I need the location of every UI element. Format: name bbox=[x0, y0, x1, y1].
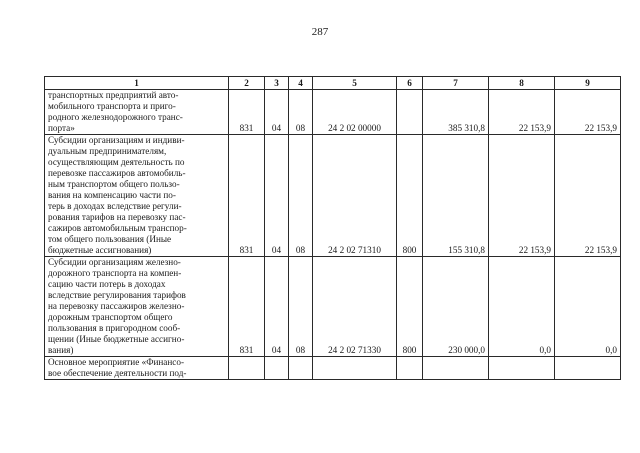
amount-cell-col8: 22 153,9 bbox=[489, 135, 555, 257]
page-number: 287 bbox=[311, 26, 329, 38]
description-line: Субсидии организациям и индиви- bbox=[48, 135, 185, 145]
amount-cell-col7: 155 310,8 bbox=[423, 135, 489, 257]
amount-cell-col8: 22 153,9 bbox=[489, 90, 555, 135]
amount-cell-col9 bbox=[555, 357, 621, 380]
description-cell bbox=[45, 357, 229, 380]
table-row bbox=[45, 90, 621, 135]
header-cell: 8 bbox=[489, 77, 555, 90]
subsection-code-cell: 08 bbox=[289, 257, 313, 357]
target-item-code-cell bbox=[313, 357, 397, 380]
description-line: перевозке пассажиров автомобиль- bbox=[48, 168, 186, 178]
target-item-code-cell: 24 2 02 71330 bbox=[313, 257, 397, 357]
description-cell bbox=[45, 257, 229, 357]
header-cell: 5 bbox=[313, 77, 397, 90]
amount-cell-col7 bbox=[423, 357, 489, 380]
description-line: пользования в пригородном сооб- bbox=[48, 323, 181, 333]
description-line: мобильного транспорта и приго- bbox=[48, 101, 176, 111]
ministry-code-cell: 831 bbox=[229, 90, 265, 135]
description-line: дуальным предпринимателям, bbox=[48, 146, 167, 156]
description-line: том общего пользования (Иные bbox=[48, 234, 172, 244]
amount-cell-col9: 0,0 bbox=[555, 257, 621, 357]
amount-cell-col7: 385 310,8 bbox=[423, 90, 489, 135]
description-line: ным транспортом общего пользо- bbox=[48, 179, 180, 189]
amount-cell-col9: 22 153,9 bbox=[555, 90, 621, 135]
target-item-code-cell: 24 2 02 00000 bbox=[313, 90, 397, 135]
budget-table bbox=[44, 76, 621, 380]
description-line: сацию части потерь в доходах bbox=[48, 279, 166, 289]
description-line: сажиров автомобильным транспор- bbox=[48, 223, 187, 233]
target-item-code-cell: 24 2 02 71310 bbox=[313, 135, 397, 257]
ministry-code-cell bbox=[229, 357, 265, 380]
subsection-code-cell: 08 bbox=[289, 90, 313, 135]
description-line: рования тарифов на перевозку пас- bbox=[48, 212, 186, 222]
description-line: вое обеспечение деятельности под- bbox=[48, 368, 187, 378]
description-line: родного железнодорожного транс- bbox=[48, 112, 183, 122]
amount-cell-col8 bbox=[489, 357, 555, 380]
description-line: вания) bbox=[48, 345, 74, 355]
table-row bbox=[45, 257, 621, 357]
expense-type-code-cell: 800 bbox=[397, 135, 423, 257]
section-code-cell: 04 bbox=[265, 135, 289, 257]
header-cell: 1 bbox=[45, 77, 229, 90]
amount-cell-col9: 22 153,9 bbox=[555, 135, 621, 257]
subsection-code-cell bbox=[289, 357, 313, 380]
ministry-code-cell: 831 bbox=[229, 135, 265, 257]
header-cell: 7 bbox=[423, 77, 489, 90]
section-code-cell bbox=[265, 357, 289, 380]
description-line: порта» bbox=[48, 123, 75, 133]
description-line: Основное мероприятие «Финансо- bbox=[48, 357, 185, 367]
header-cell: 2 bbox=[229, 77, 265, 90]
amount-cell-col8: 0,0 bbox=[489, 257, 555, 357]
description-line: вследствие регулирования тарифов bbox=[48, 290, 186, 300]
description-line: щении (Иные бюджетные ассигно- bbox=[48, 334, 185, 344]
description-line: транспортных предприятий авто- bbox=[48, 90, 179, 100]
expense-type-code-cell: 800 bbox=[397, 257, 423, 357]
description-line: дорожным транспортом общего bbox=[48, 312, 173, 322]
header-cell: 6 bbox=[397, 77, 423, 90]
section-code-cell: 04 bbox=[265, 90, 289, 135]
expense-type-code-cell bbox=[397, 90, 423, 135]
description-line: вания на компенсацию части по- bbox=[48, 190, 176, 200]
table-row bbox=[45, 357, 621, 380]
section-code-cell: 04 bbox=[265, 257, 289, 357]
description-line: Субсидии организациям железно- bbox=[48, 257, 181, 267]
subsection-code-cell: 08 bbox=[289, 135, 313, 257]
description-line: терь в доходах вследствие регули- bbox=[48, 201, 182, 211]
header-row bbox=[45, 77, 621, 90]
description-cell bbox=[45, 90, 229, 135]
description-line: на перевозку пассажиров железно- bbox=[48, 301, 185, 311]
table-row bbox=[45, 135, 621, 257]
description-line: бюджетные ассигнования) bbox=[48, 245, 152, 255]
description-line: дорожного транспорта на компен- bbox=[48, 268, 182, 278]
description-cell bbox=[45, 135, 229, 257]
description-line: осуществляющим деятельность по bbox=[48, 157, 185, 167]
header-cell: 3 bbox=[265, 77, 289, 90]
header-cell: 9 bbox=[555, 77, 621, 90]
ministry-code-cell: 831 bbox=[229, 257, 265, 357]
expense-type-code-cell bbox=[397, 357, 423, 380]
amount-cell-col7: 230 000,0 bbox=[423, 257, 489, 357]
header-cell: 4 bbox=[289, 77, 313, 90]
